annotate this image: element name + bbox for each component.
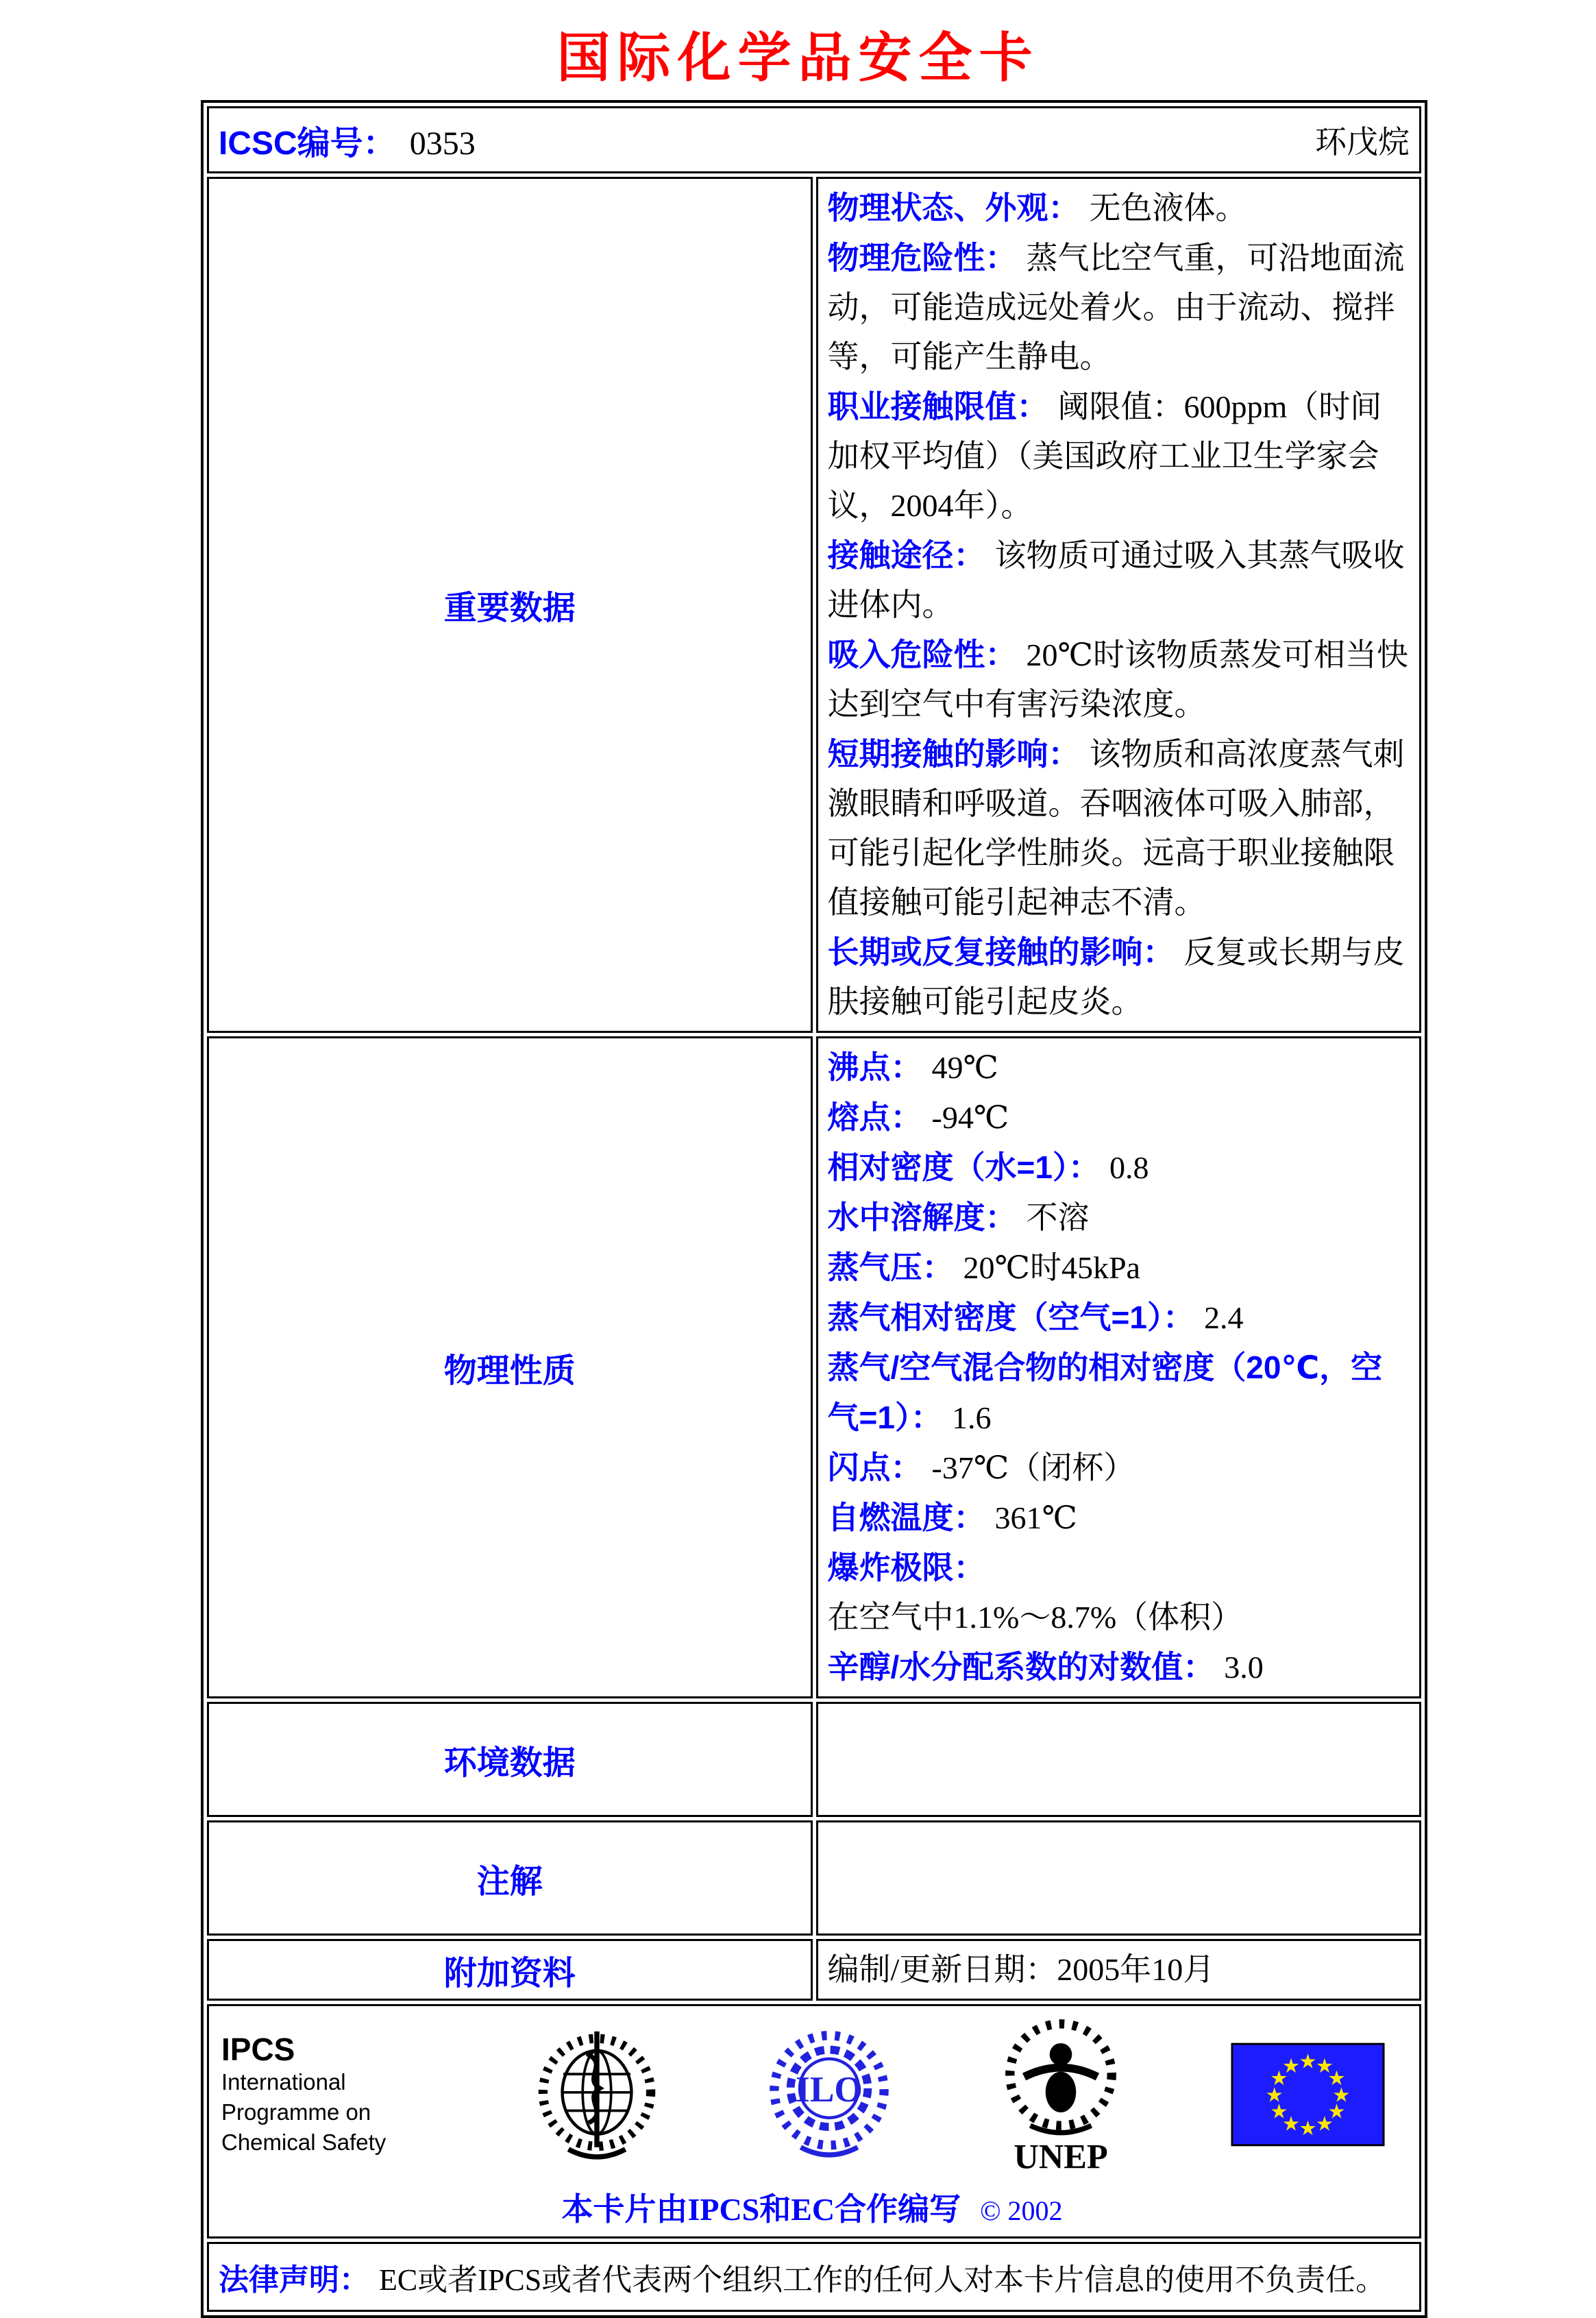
item-text: 蒸气比空气重，可沿地面流动，可能造成远处着火。由于流动、搅拌等，可能产生静电。 — [827, 241, 1405, 374]
ipcs-line1: International — [221, 2069, 346, 2095]
item-label: 长期或反复接触的影响： — [827, 934, 1175, 970]
property-label: 爆炸极限： — [827, 1550, 985, 1585]
property-line — [828, 1543, 1410, 1642]
property-line — [828, 1093, 1410, 1143]
ilo-letters: ILO — [795, 2068, 863, 2110]
unep-icon — [999, 2016, 1122, 2173]
item-label: 职业接触限值： — [827, 389, 1048, 424]
section-label-physical-properties: 物理性质 — [207, 1036, 813, 1698]
property-value: -94℃ — [931, 1100, 1009, 1135]
item-label: 吸入危险性： — [827, 637, 1017, 672]
important-item — [828, 630, 1410, 729]
item-text: 该物质和高浓度蒸气刺激眼睛和呼吸道。吞咽液体可吸入肺部，可能引起化学性肺炎。远高于职业接触限值接触可能引起神志不清。 — [827, 737, 1405, 920]
property-value: 49℃ — [931, 1050, 998, 1085]
property-label: 蒸气/空气混合物的相对密度（20℃，空气=1）： — [827, 1350, 1383, 1435]
ilo-icon — [768, 2021, 891, 2169]
svg-text:★: ★ — [1299, 2049, 1317, 2073]
property-label: 蒸气压： — [827, 1249, 954, 1285]
property-line — [828, 1143, 1410, 1193]
important-data-content — [816, 177, 1422, 1033]
additional-info-row — [207, 1939, 1421, 2001]
notes-row — [207, 1820, 1421, 1936]
icsc-card — [201, 100, 1427, 2318]
important-item — [828, 233, 1410, 382]
property-line — [828, 1443, 1410, 1493]
property-line — [828, 1293, 1410, 1343]
property-line — [828, 1642, 1410, 1692]
property-value: 361℃ — [994, 1500, 1077, 1535]
property-label: 相对密度（水=1）： — [827, 1149, 1100, 1185]
property-line — [828, 1343, 1410, 1443]
legal-text: EC或者IPCS或者代表两个组织工作的任何人对本卡片信息的使用不负责任。 — [379, 2263, 1386, 2297]
important-item — [828, 729, 1410, 927]
page-title: 国际化学品安全卡 — [556, 28, 1040, 88]
physical-properties-content — [816, 1036, 1422, 1698]
property-value: 3.0 — [1224, 1650, 1264, 1685]
important-data-row — [207, 177, 1421, 1033]
icsc-number-value: 0353 — [409, 125, 476, 162]
who-icon — [535, 2021, 659, 2169]
property-label: 蒸气相对密度（空气=1）： — [827, 1300, 1194, 1335]
svg-text:★: ★ — [1270, 2099, 1288, 2123]
icsc-table — [201, 100, 1427, 2318]
item-label: 物理状态、外观： — [827, 190, 1080, 225]
svg-text:★: ★ — [1315, 2112, 1334, 2136]
item-label: 物理危险性： — [827, 240, 1017, 276]
logos-row — [207, 2004, 1421, 2238]
property-label: 水中溶解度： — [827, 1199, 1017, 1235]
section-label-environmental-data: 环境数据 — [207, 1702, 813, 1817]
ipcs-acronym: IPCS — [221, 2032, 295, 2067]
item-text: 20℃时该物质蒸发可相当快达到空气中有害污染浓度。 — [827, 637, 1408, 722]
legal-label: 法律声明： — [219, 2263, 369, 2297]
item-text: 反复或长期与皮肤接触可能引起皮炎。 — [827, 935, 1405, 1019]
svg-text:★: ★ — [1281, 2054, 1301, 2078]
property-value: -37℃（闭杯） — [931, 1450, 1135, 1485]
property-label: 辛醇/水分配系数的对数值： — [827, 1649, 1215, 1685]
item-text: 该物质可通过吸入其蒸气吸收进体内。 — [827, 538, 1405, 622]
section-label-important-data: 重要数据 — [207, 177, 813, 1033]
icsc-number-label: ICSC编号： — [219, 125, 396, 162]
svg-text:★: ★ — [1270, 2066, 1288, 2090]
caption-copyright: © 2002 — [980, 2195, 1063, 2226]
svg-text:★: ★ — [1265, 2083, 1284, 2107]
footer-caption — [219, 2184, 1405, 2230]
unep-letters: UNEP — [1014, 2137, 1108, 2173]
header-cell — [207, 106, 1421, 173]
svg-text:★: ★ — [1327, 2066, 1346, 2090]
item-label: 短期接触的影响： — [827, 736, 1080, 772]
logos-cell — [207, 2004, 1421, 2238]
svg-text:★: ★ — [1315, 2054, 1334, 2078]
legal-cell — [207, 2242, 1421, 2312]
section-label-notes: 注解 — [207, 1820, 813, 1936]
property-line — [828, 1042, 1410, 1093]
update-date: 编制/更新日期：2005年10月 — [827, 1952, 1215, 1987]
property-label: 沸点： — [827, 1049, 922, 1085]
important-item — [828, 927, 1410, 1027]
svg-text:★: ★ — [1327, 2099, 1346, 2123]
property-value: 在空气中1.1%～8.7%（体积） — [827, 1600, 1243, 1635]
item-text: 阈限值：600ppm（时间加权平均值）（美国政府工业卫生学家会议，2004年）。 — [827, 389, 1382, 523]
svg-text:★: ★ — [1281, 2112, 1301, 2136]
physical-properties-row — [207, 1036, 1421, 1698]
property-value: 2.4 — [1203, 1300, 1244, 1335]
environmental-data-row — [207, 1702, 1421, 1817]
svg-text:★: ★ — [1299, 2116, 1317, 2140]
legal-row — [207, 2242, 1421, 2312]
ipcs-logo-text — [221, 2032, 427, 2158]
header-row — [207, 106, 1421, 173]
ipcs-line2: Programme on — [221, 2099, 371, 2125]
notes-content — [816, 1820, 1422, 1936]
property-line — [828, 1243, 1410, 1293]
property-label: 闪点： — [827, 1450, 922, 1485]
property-label: 熔点： — [827, 1099, 922, 1135]
item-label: 接触途径： — [827, 537, 985, 573]
chemical-name: 环戊烷 — [1315, 125, 1410, 160]
svg-text:★: ★ — [1332, 2083, 1351, 2107]
section-label-additional-info: 附加资料 — [207, 1939, 813, 2001]
property-line — [828, 1193, 1410, 1243]
important-item — [828, 530, 1410, 630]
caption-text: 本卡片由IPCS和EC合作编写 — [561, 2192, 961, 2227]
property-label: 自燃温度： — [827, 1500, 985, 1535]
property-value: 20℃时45kPa — [963, 1250, 1140, 1285]
ipcs-line3: Chemical Safety — [221, 2130, 386, 2155]
environmental-data-content — [816, 1702, 1422, 1817]
important-item — [828, 183, 1410, 233]
eu-flag-icon — [1231, 2042, 1385, 2147]
property-value: 1.6 — [951, 1400, 992, 1435]
property-value: 不溶 — [1026, 1200, 1090, 1235]
item-text: 无色液体。 — [1089, 191, 1247, 225]
important-item — [828, 382, 1410, 530]
property-value: 0.8 — [1109, 1150, 1149, 1185]
icsc-number-group — [219, 117, 476, 164]
property-line — [828, 1493, 1410, 1543]
additional-info-content — [816, 1939, 1422, 2001]
